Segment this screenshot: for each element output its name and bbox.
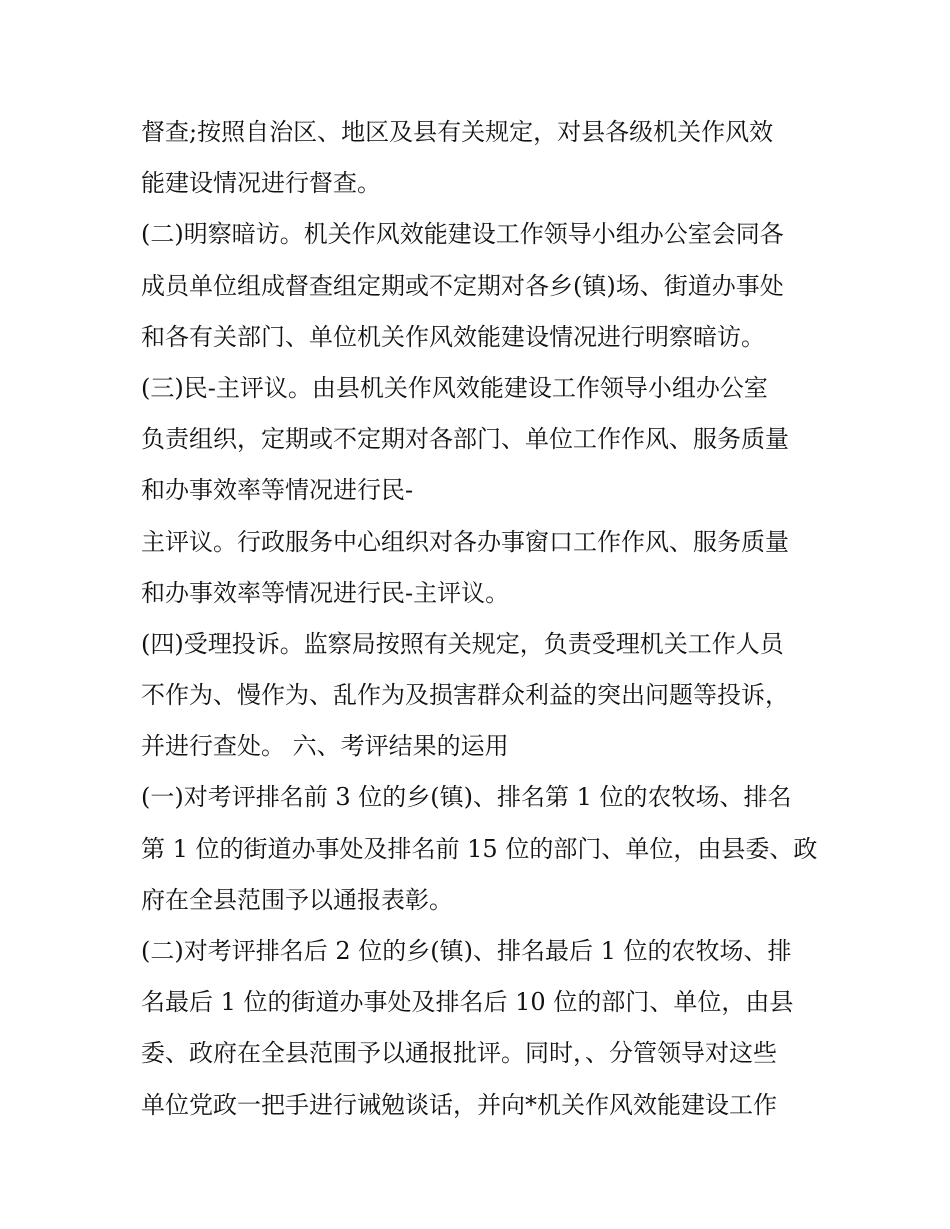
text-line: 不作为、慢作为、乱作为及损害群众利益的突出问题等投诉， — [141, 681, 789, 710]
text-line: 委、政府在全县范围予以通报批评。同时，、分管领导对这些 — [141, 1039, 777, 1068]
text-line: 和办事效率等情况进行民- — [141, 476, 414, 505]
text-line: 主评议。行政服务中心组织对各办事窗口工作作风、服务质量 — [141, 527, 789, 556]
text-line: (四)受理投诉。监察局按照有关规定，负责受理机关工作人员 — [141, 629, 784, 658]
text-line: 并进行查处。 六、考评结果的运用 — [141, 732, 509, 761]
document-body — [141, 107, 831, 1131]
text-line: (二)对考评排名后 2 位的乡(镇)、排名最后 1 位的农牧场、排 — [141, 937, 792, 965]
text-line: 和各有关部门、单位机关作风效能建设情况进行明察暗访。 — [141, 322, 765, 351]
text-line: 和办事效率等情况进行民-主评议。 — [141, 578, 510, 607]
text-line: (三)民-主评议。由县机关作风效能建设工作领导小组办公室 — [141, 373, 768, 402]
text-line: 单位党政一把手进行诫勉谈话，并向*机关作风效能建设工作 — [141, 1090, 777, 1119]
text-line: 能建设情况进行督查。 — [141, 169, 381, 198]
text-line: 成员单位组成督查组定期或不定期对各乡(镇)场、街道办事处 — [141, 271, 784, 300]
text-line: 第 1 位的街道办事处及排名前 15 位的部门、单位，由县委、政 — [141, 834, 818, 863]
text-line: 名最后 1 位的街道办事处及排名后 10 位的部门、单位，由县 — [141, 988, 794, 1017]
text-line: (一)对考评排名前 3 位的乡(镇)、排名第 1 位的农牧场、排名 — [141, 783, 792, 812]
text-line: 府在全县范围予以通报表彰。 — [141, 885, 453, 914]
text-line: 负责组织，定期或不定期对各部门、单位工作作风、服务质量 — [141, 425, 789, 454]
text-line: (二)明察暗访。机关作风效能建设工作领导小组办公室会同各 — [141, 220, 784, 249]
text-line: 督查;按照自治区、地区及县有关规定，对县各级机关作风效 — [141, 118, 774, 146]
